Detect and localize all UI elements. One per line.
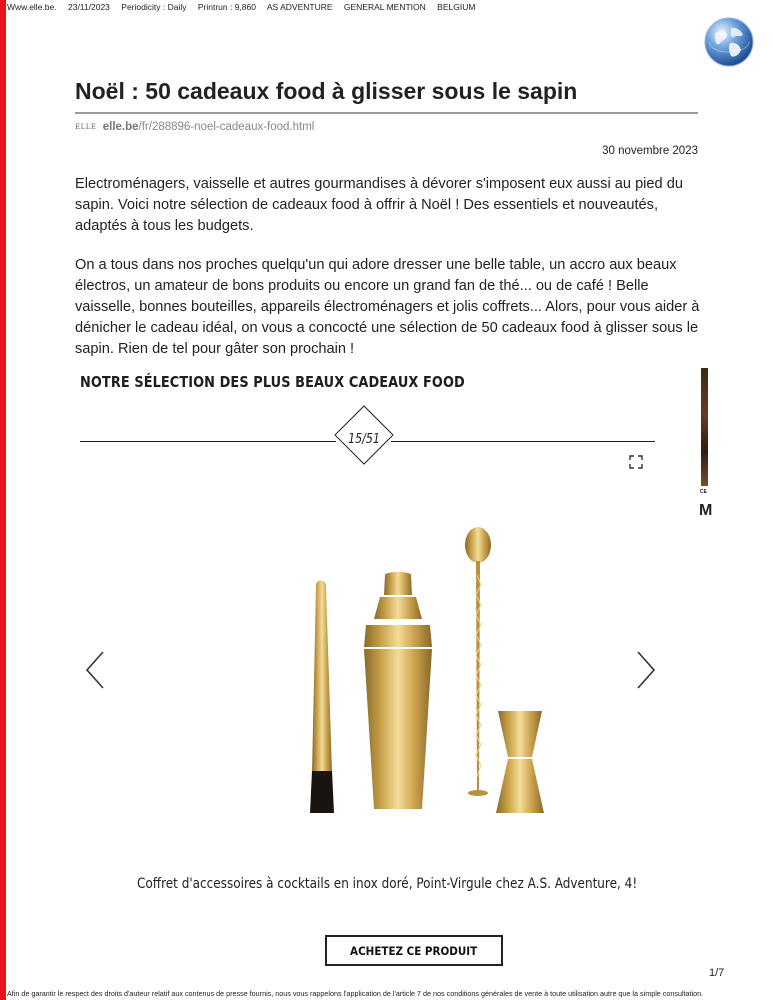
meta-mention: GENERAL MENTION <box>343 2 426 12</box>
copyright-footer: Afin de garantir le respect des droits d'auteur relatif aux contenus de presse fournis, nous vous rappelons l'application de l'article 7 de nos conditions générales de vente à toute utilisation autre que la simple consultation. <box>7 989 704 998</box>
elle-logo: ELLE <box>75 123 97 131</box>
chevron-left-icon[interactable] <box>84 650 106 690</box>
buy-product-button[interactable] <box>325 935 503 966</box>
meta-source: Www.elle.be. <box>7 2 57 12</box>
left-red-bar <box>0 0 6 1000</box>
meta-date: 23/11/2023 <box>67 2 110 12</box>
globe-icon <box>703 16 755 68</box>
product-image-cocktail-set <box>300 515 560 820</box>
page-number: 1/7 <box>709 967 725 979</box>
gallery-heading: NOTRE SÉLECTION DES PLUS BEAUX CADEAUX FOOD <box>80 373 465 391</box>
side-ad-small-text: CE <box>700 489 707 495</box>
title-divider <box>75 112 698 114</box>
meta-periodicity: Periodicity : Daily <box>121 2 187 12</box>
slide-counter: 15/51 <box>348 432 380 447</box>
chevron-right-icon[interactable] <box>635 650 657 690</box>
meta-client: AS ADVENTURE <box>266 2 333 12</box>
buy-product-label: ACHETEZ CE PRODUIT <box>350 943 478 958</box>
article-paragraph-1: Electroménagers, vaisselle et autres gourmandises à dévorer s'imposent eux aussi au pied du sapin. Voici notre sélection de cadeaux food à offrir à Noël ! Des essentiels et nouveautés, adaptés à tous les budgets. <box>75 176 683 234</box>
press-meta-line <box>7 2 484 12</box>
meta-country: BELGIUM <box>437 2 476 12</box>
expand-icon[interactable] <box>629 455 643 469</box>
gallery-divider-left <box>80 441 336 442</box>
article-paragraph-2: On a tous dans nos proches quelqu'un qui adore dresser une belle table, un accro aux beaux électros, un amateur de bons produits ou encore un grand fan de thé... ou de café ! Belle vaisselle, bonnes bouteilles, appareils électroménagers et jolis coffrets... Alors, pour vous aider à dénicher le cadeau idéal, on vous a concocté une sélection de 50 cadeaux food à glisser sous le sapin. Rien de tel pour gâter son prochain ! <box>75 257 700 357</box>
source-domain: elle.be <box>102 121 139 133</box>
article-date: 30 novembre 2023 <box>602 145 698 157</box>
source-url[interactable] <box>75 121 314 133</box>
meta-printrun: Printrun : 9,860 <box>197 2 256 12</box>
side-ad-large-text: M <box>699 502 713 519</box>
product-caption: Coffret d'accessoires à cocktails en inox doré, Point-Virgule chez A.S. Adventure, 4! <box>137 876 638 892</box>
article-title: Noël : 50 cadeaux food à glisser sous le sapin <box>75 78 578 104</box>
gallery-divider-right <box>391 441 655 442</box>
source-path: /fr/288896-noel-cadeaux-food.html <box>138 121 315 133</box>
side-ad-image <box>701 368 708 486</box>
